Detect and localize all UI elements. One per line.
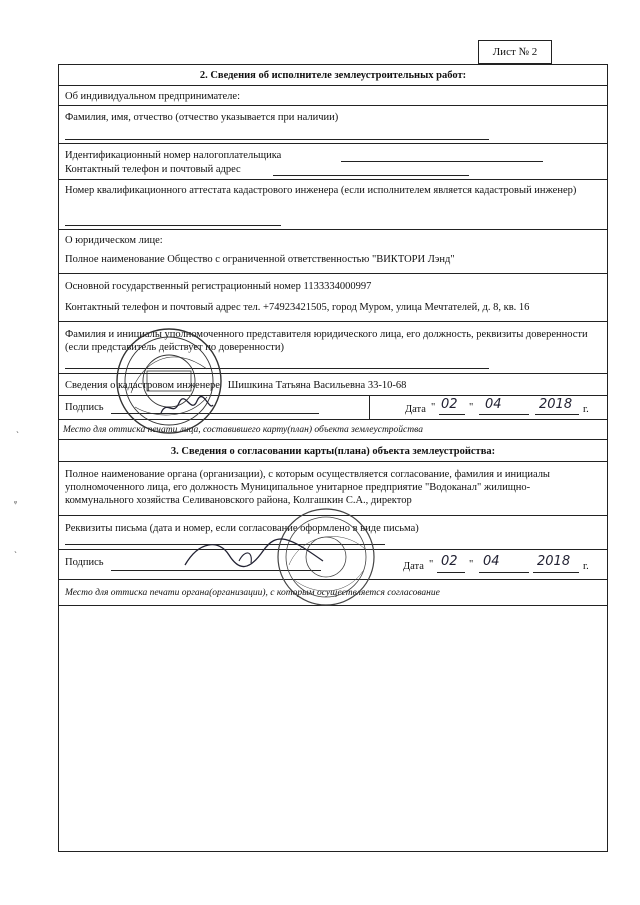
margin-mark-3: ˋ <box>14 550 17 560</box>
signature-organization <box>179 531 329 575</box>
ogrn-line <box>65 280 371 293</box>
contact-line <box>273 175 469 176</box>
date-month: 04 <box>485 397 502 412</box>
date3-label: Дата <box>403 561 424 572</box>
date-month-line <box>479 414 529 415</box>
date3-day-line <box>437 572 465 573</box>
date3-month: 04 <box>483 554 500 569</box>
full-name-label: Полное наименование <box>65 254 165 265</box>
margin-mark-1: ˋ <box>16 430 19 440</box>
org-text <box>65 468 597 507</box>
date3-month-line <box>479 572 529 573</box>
individual-row <box>59 85 607 105</box>
date3-year: 2018 <box>537 554 571 569</box>
date-day: 02 <box>441 397 458 412</box>
date-close-quote: " <box>469 402 474 413</box>
section3-header <box>59 439 607 461</box>
individual-heading: Об индивидуальном предпринимателе: <box>65 91 240 102</box>
date3-close-quote: " <box>469 559 474 570</box>
full-name-line <box>65 253 455 266</box>
date-label: Дата <box>405 404 426 415</box>
date3-open-quote: " <box>429 559 434 570</box>
section3-title: 3. Сведения о согласовании карты(плана) объекта землеустройства: <box>170 446 496 457</box>
date-year-line <box>535 414 579 415</box>
margin-mark-2: ᵠ <box>14 498 18 508</box>
fio-label: Фамилия, имя, отчество (отчество указывается при наличии) <box>65 112 339 123</box>
letter-label: Реквизиты письма (дата и номер, если согласование оформлено в виде письма) <box>65 523 419 534</box>
signature-engineer <box>157 393 217 421</box>
sign3-label: Подпись <box>65 557 104 568</box>
date3-day: 02 <box>441 554 458 569</box>
org-value: Муниципальное унитарное предприятие "Водоканал" жилищно-коммунального хозяйства Селивановского района, Колгашкин С.А., директор <box>65 482 531 506</box>
contact-label: Контактный телефон и почтовый адрес <box>65 164 241 175</box>
inn-row <box>59 143 607 179</box>
legal-heading: О юридическом лице: <box>65 235 163 246</box>
stamp3-note: Место для оттиска печати органа(организации), с которым осуществляется согласование <box>65 588 440 598</box>
date3-suffix: г. <box>583 561 589 572</box>
legal-contact-value: тел. +74923421505, город Муром, улица Мечтателей, д. 8, кв. 16 <box>243 302 530 313</box>
stamp-note: Место для оттиска печати лица, составившего карту(план) объекта землеустройства <box>63 425 423 435</box>
org-label: Полное наименование органа (организации), с которым осуществляется согласование, фамилия и инициалы уполномоченного лица, его должность <box>65 469 550 493</box>
section2-header <box>59 65 607 85</box>
cert-row <box>59 179 607 229</box>
full-name-value: Общество с ограниченной ответственностью "ВИКТОРИ Лэнд" <box>167 254 455 265</box>
date3-year-line <box>533 572 579 573</box>
sign-date-divider <box>369 396 370 420</box>
cert-label: Номер квалификационного аттестата кадастрового инженера (если исполнителем является кадастровый инженер) <box>65 185 577 196</box>
date-open-quote: " <box>431 402 436 413</box>
sheet-number: Лист № 2 <box>492 46 538 58</box>
fio-line <box>65 139 489 140</box>
ogrn-label: Основной государственный регистрационный номер <box>65 281 301 292</box>
inn-label: Идентификационный номер налогоплательщика <box>65 150 282 161</box>
rep-label: Фамилия и инициалы уполномоченного представителя юридического лица, его должность, реквизиты доверенности (если представитель действует по доверенности) <box>65 329 588 353</box>
date-year: 2018 <box>539 397 573 412</box>
legal-contact-label: Контактный телефон и почтовый адрес <box>65 302 241 313</box>
ogrn-row <box>59 273 607 321</box>
sign-label: Подпись <box>65 402 104 413</box>
engineer-value: Шишкина Татьяна Васильевна 33-10-68 <box>227 380 407 391</box>
legal-row <box>59 229 607 273</box>
form-frame <box>58 64 608 852</box>
sheet-number-box <box>478 40 552 64</box>
fio-row <box>59 105 607 143</box>
inn-line <box>341 161 543 162</box>
legal-contact-line <box>65 301 529 314</box>
ogrn-value: 1133334000997 <box>303 281 372 292</box>
section2-title: 2. Сведения об исполнителе землеустроительных работ: <box>199 70 467 81</box>
date-day-line <box>439 414 465 415</box>
engineer-label: Сведения о кадастровом инженере <box>65 380 220 391</box>
empty-area <box>59 605 607 851</box>
cert-line <box>65 225 281 226</box>
round-stamp-engineer <box>111 323 227 439</box>
date-suffix: г. <box>583 404 589 415</box>
